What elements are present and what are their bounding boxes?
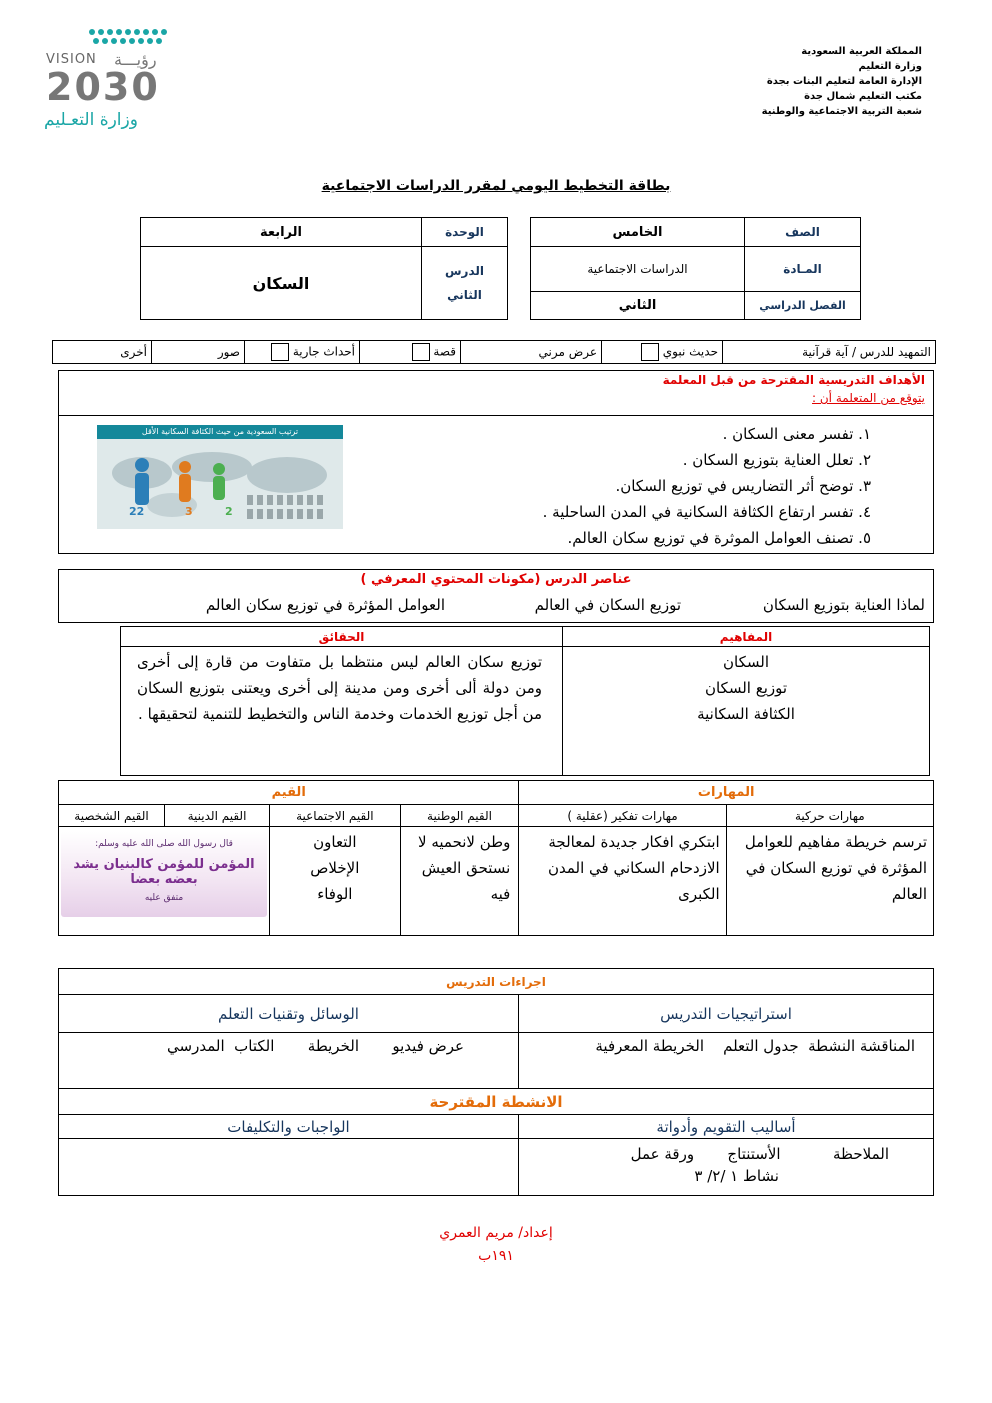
infographic-number: 22 <box>129 505 145 518</box>
procedures-table <box>58 968 934 1196</box>
homework-label: الواجبات والتكليفات <box>59 1115 519 1139</box>
objective-item: ٥. تصنف العوامل الموثرة في توزيع سكان العالم. <box>567 529 871 547</box>
lesson-label-cell <box>422 247 508 320</box>
facts-text: توزيع سكان العالم ليس منتظما بل متفاوت من قارة إلى أخرى ومن دولة ألى أخرى ومن مدينة إلى أخرى ويعتنى بتوزيع السكان من أجل توزيع الخدمات وخدمة الناس والتخطيط للتنمية لتحقيقها . <box>121 647 563 776</box>
objectives-section <box>58 370 934 554</box>
intro-label: التمهيد للدرس / آية قرآنية <box>723 341 936 364</box>
intro-option-hadith[interactable]: حديث نبوي <box>602 341 723 364</box>
term-value: الثاني <box>531 292 745 320</box>
religious-values-label: القيم الدينية <box>165 805 270 827</box>
thinking-skills-text: ابتكري افكار جديدة لمعالجة الازدحام السكاني في المدن الكبرى <box>519 827 726 936</box>
personal-values-label: القيم الشخصية <box>59 805 165 827</box>
procedures-title: اجراءات التدريس <box>59 969 934 995</box>
hadith-intro: قال رسول الله صلى الله عليه وسلم: <box>95 839 233 849</box>
skills-values-table <box>58 780 934 936</box>
logo-vision-text: VISION <box>46 52 97 67</box>
infographic-number: 3 <box>185 505 193 518</box>
unit-value: الرابعة <box>141 218 422 247</box>
concept-item: الكثافة السكانية <box>697 705 795 723</box>
media-text: عرض فيديو الخريطة الكتاب المدرسي <box>59 1033 519 1089</box>
page-title: بطاقة التخطيط اليومي لمقرر الدراسات الاجتماعية <box>321 178 671 194</box>
intro-option-images[interactable]: صور <box>152 341 245 364</box>
national-values-label: القيم الوطنية <box>400 805 519 827</box>
subject-value: الدراسات الاجتماعية <box>531 247 745 292</box>
intro-option-current-events[interactable]: أحداث جارية <box>245 341 360 364</box>
intro-option-story[interactable]: قصة <box>360 341 461 364</box>
activities-title: الانشطة المقترحة <box>59 1089 934 1115</box>
hadith-banner <box>61 831 267 917</box>
assessment-activity: نشاط ١ /٢/ ٣ <box>694 1167 779 1185</box>
facts-title: الحقائق <box>121 627 563 647</box>
media-label: الوسائل وتقنيات التعلم <box>59 995 519 1033</box>
lesson-value: السكان <box>141 247 422 320</box>
checkbox-icon[interactable] <box>271 343 289 361</box>
social-value-item: التعاون <box>313 833 357 851</box>
logo-year-text: 2030 <box>46 65 160 109</box>
assessment-methods: الملاحظة الأستنتاج ورقة عمل <box>630 1145 889 1163</box>
objectives-list <box>543 421 871 551</box>
header-line: شعبة التربية الاجتماعية والوطنية <box>761 106 922 117</box>
national-values-text: وطن لانحميه لا نستحق العيش فيه <box>400 827 519 936</box>
objective-item: ١. تفسر معنى السكان . <box>722 425 871 443</box>
checkbox-icon[interactable] <box>641 343 659 361</box>
strategies-label: استراتيجيات التدريس <box>519 995 934 1033</box>
lesson-element-item: توزيع السكان في العالم <box>534 596 681 614</box>
objective-item: ٢. تعلل العناية بتوزيع السكان . <box>682 451 871 469</box>
skills-title: المهارات <box>519 781 934 805</box>
lesson-elements-title: عناصر الدرس (مكونات المحتوي المعرفي ) <box>360 572 632 587</box>
hadith-source: متفق عليه <box>144 893 184 903</box>
assessment-cell <box>519 1139 934 1196</box>
header-line: مكتب التعليم شمال جدة <box>804 91 922 102</box>
subject-label: المـادة <box>745 247 861 292</box>
header-line: المملكة العربية السعودية <box>801 46 922 57</box>
infographic-number: 2 <box>225 505 233 518</box>
concepts-facts-table <box>120 626 930 776</box>
ministry-header <box>662 44 922 119</box>
grade-subject-table <box>530 217 861 320</box>
objective-item: ٤. تفسر ارتفاع الكثافة السكانية في المدن الساحلية . <box>542 503 871 521</box>
intro-row <box>52 340 936 364</box>
infographic-caption: ترتيب السعودية من حيث الكثافة السكانية الأقل <box>97 425 343 439</box>
thinking-skills-label: مهارات تفكير (عقلية ) <box>519 805 726 827</box>
term-label: الفصل الدراسي <box>745 292 861 320</box>
motor-skills-text: ترسم خريطة مفاهيم للعوامل المؤثرة في توزيع السكان في العالم <box>726 827 933 936</box>
objectives-subtitle: يتوقع من المتعلمة أن : <box>812 391 925 405</box>
concept-item: توزيع السكان <box>704 679 788 697</box>
ministry-logo <box>44 24 184 134</box>
lesson-label: الدرس <box>444 264 485 278</box>
lesson-element-item: العوامل المؤثرة في توزيع سكان العالم <box>205 596 445 614</box>
logo-ministry-text: وزارة التعـليم <box>44 110 138 130</box>
objectives-title: الأهداف التدريسية المقترحة من قبل المعلمة <box>662 373 925 387</box>
header-line: الإدارة العامة لتعليم البنات بجدة <box>766 76 922 87</box>
hadith-text: المؤمن للمؤمن كالبنيان يشد بعضه بعضا <box>73 857 255 887</box>
assessment-label: أساليب التقويم وأدواتة <box>519 1115 934 1139</box>
lesson-element-item: لماذا العناية بتوزيع السكان <box>762 596 925 614</box>
checkbox-icon[interactable] <box>412 343 430 361</box>
header-line: وزارة التعليم <box>858 61 922 72</box>
population-infographic <box>97 425 343 529</box>
prepared-by: إعداد/ مريم العمري <box>439 1225 553 1241</box>
concept-item: السكان <box>723 653 769 671</box>
concepts-list <box>563 647 930 776</box>
homework-cell <box>59 1139 519 1196</box>
footer-code: ١٩١ب <box>478 1248 514 1264</box>
intro-option-other[interactable]: أخرى <box>53 341 152 364</box>
social-values-list <box>270 827 401 936</box>
hadith-cell <box>59 827 270 936</box>
lesson-order: الثاني <box>447 288 482 302</box>
logo-ruya-text: رؤيـــة <box>114 50 157 69</box>
grade-label: الصف <box>745 218 861 247</box>
social-value-item: الوفاء <box>317 885 353 903</box>
lesson-elements-section <box>58 569 934 623</box>
intro-option-video[interactable]: عرض مرني <box>461 341 602 364</box>
unit-label: الوحدة <box>422 218 508 247</box>
unit-lesson-table <box>140 217 508 320</box>
concepts-title: المفاهيم <box>563 627 930 647</box>
social-values-label: القيم الاجتماعية <box>270 805 401 827</box>
objective-item: ٣. توضح أثر التضاريس في توزيع السكان. <box>615 477 871 495</box>
values-title: القيم <box>59 781 519 805</box>
grade-value: الخامس <box>531 218 745 247</box>
motor-skills-label: مهارات حركية <box>726 805 933 827</box>
social-value-item: الإخلاص <box>310 859 360 877</box>
strategies-text: المناقشة النشطة جدول التعلم الخريطة المعرفية <box>519 1033 934 1089</box>
